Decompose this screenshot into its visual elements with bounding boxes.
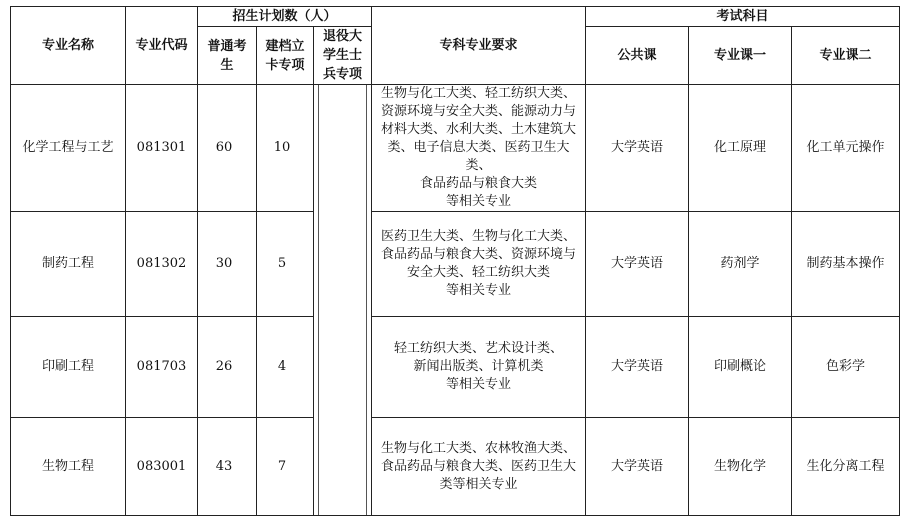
major-name: 印刷工程 (11, 317, 126, 418)
registered-count: 10 (257, 85, 314, 212)
table-row (11, 317, 900, 418)
course-two: 化工单元操作 (792, 85, 900, 212)
header-public-course: 公共课 (586, 27, 689, 85)
header-major-name: 专业名称 (11, 7, 126, 85)
header-registered-special: 建档立卡专项 (257, 27, 314, 85)
header-exam-subjects: 考试科目 (586, 7, 900, 27)
major-code: 081302 (126, 212, 198, 317)
veteran-count-merged (314, 85, 372, 516)
public-course: 大学英语 (586, 418, 689, 516)
public-course: 大学英语 (586, 85, 689, 212)
header-requirement: 专科专业要求 (372, 7, 586, 85)
regular-count: 43 (198, 418, 257, 516)
major-code: 083001 (126, 418, 198, 516)
course-one: 生物化学 (689, 418, 792, 516)
header-enrollment-plan: 招生计划数（人） (198, 7, 372, 27)
major-name: 制药工程 (11, 212, 126, 317)
table-row (11, 418, 900, 516)
requirement-cell: 生物与化工大类、轻工纺织大类、 资源环境与安全大类、能源动力与 材料大类、水利大类、土木建筑大 类、电子信息大类、医药卫生大类、 食品药品与粮食大类 等相关专业 (372, 85, 586, 212)
course-two: 色彩学 (792, 317, 900, 418)
header-regular-students: 普通考生 (198, 27, 257, 85)
requirement-cell: 医药卫生大类、生物与化工大类、 食品药品与粮食大类、资源环境与 安全大类、轻工纺织大类 等相关专业 (372, 212, 586, 317)
table-row (11, 85, 900, 212)
header-course-one: 专业课一 (689, 27, 792, 85)
regular-count: 26 (198, 317, 257, 418)
registered-count: 7 (257, 418, 314, 516)
requirement-cell: 轻工纺织大类、艺术设计类、 新闻出版类、计算机类 等相关专业 (372, 317, 586, 418)
public-course: 大学英语 (586, 317, 689, 418)
registered-count: 4 (257, 317, 314, 418)
regular-count: 60 (198, 85, 257, 212)
header-course-two: 专业课二 (792, 27, 900, 85)
major-name: 化学工程与工艺 (11, 85, 126, 212)
course-one: 印刷概论 (689, 317, 792, 418)
admission-plan-table (10, 6, 900, 516)
major-code: 081703 (126, 317, 198, 418)
course-one: 化工原理 (689, 85, 792, 212)
major-name: 生物工程 (11, 418, 126, 516)
major-code: 081301 (126, 85, 198, 212)
course-two: 生化分离工程 (792, 418, 900, 516)
course-one: 药剂学 (689, 212, 792, 317)
header-veteran-special: 退役大学生士兵专项 (314, 27, 372, 85)
table-row (11, 212, 900, 317)
course-two: 制药基本操作 (792, 212, 900, 317)
registered-count: 5 (257, 212, 314, 317)
requirement-cell: 生物与化工大类、农林牧渔大类、 食品药品与粮食大类、医药卫生大 类等相关专业 (372, 418, 586, 516)
public-course: 大学英语 (586, 212, 689, 317)
regular-count: 30 (198, 212, 257, 317)
header-major-code: 专业代码 (126, 7, 198, 85)
